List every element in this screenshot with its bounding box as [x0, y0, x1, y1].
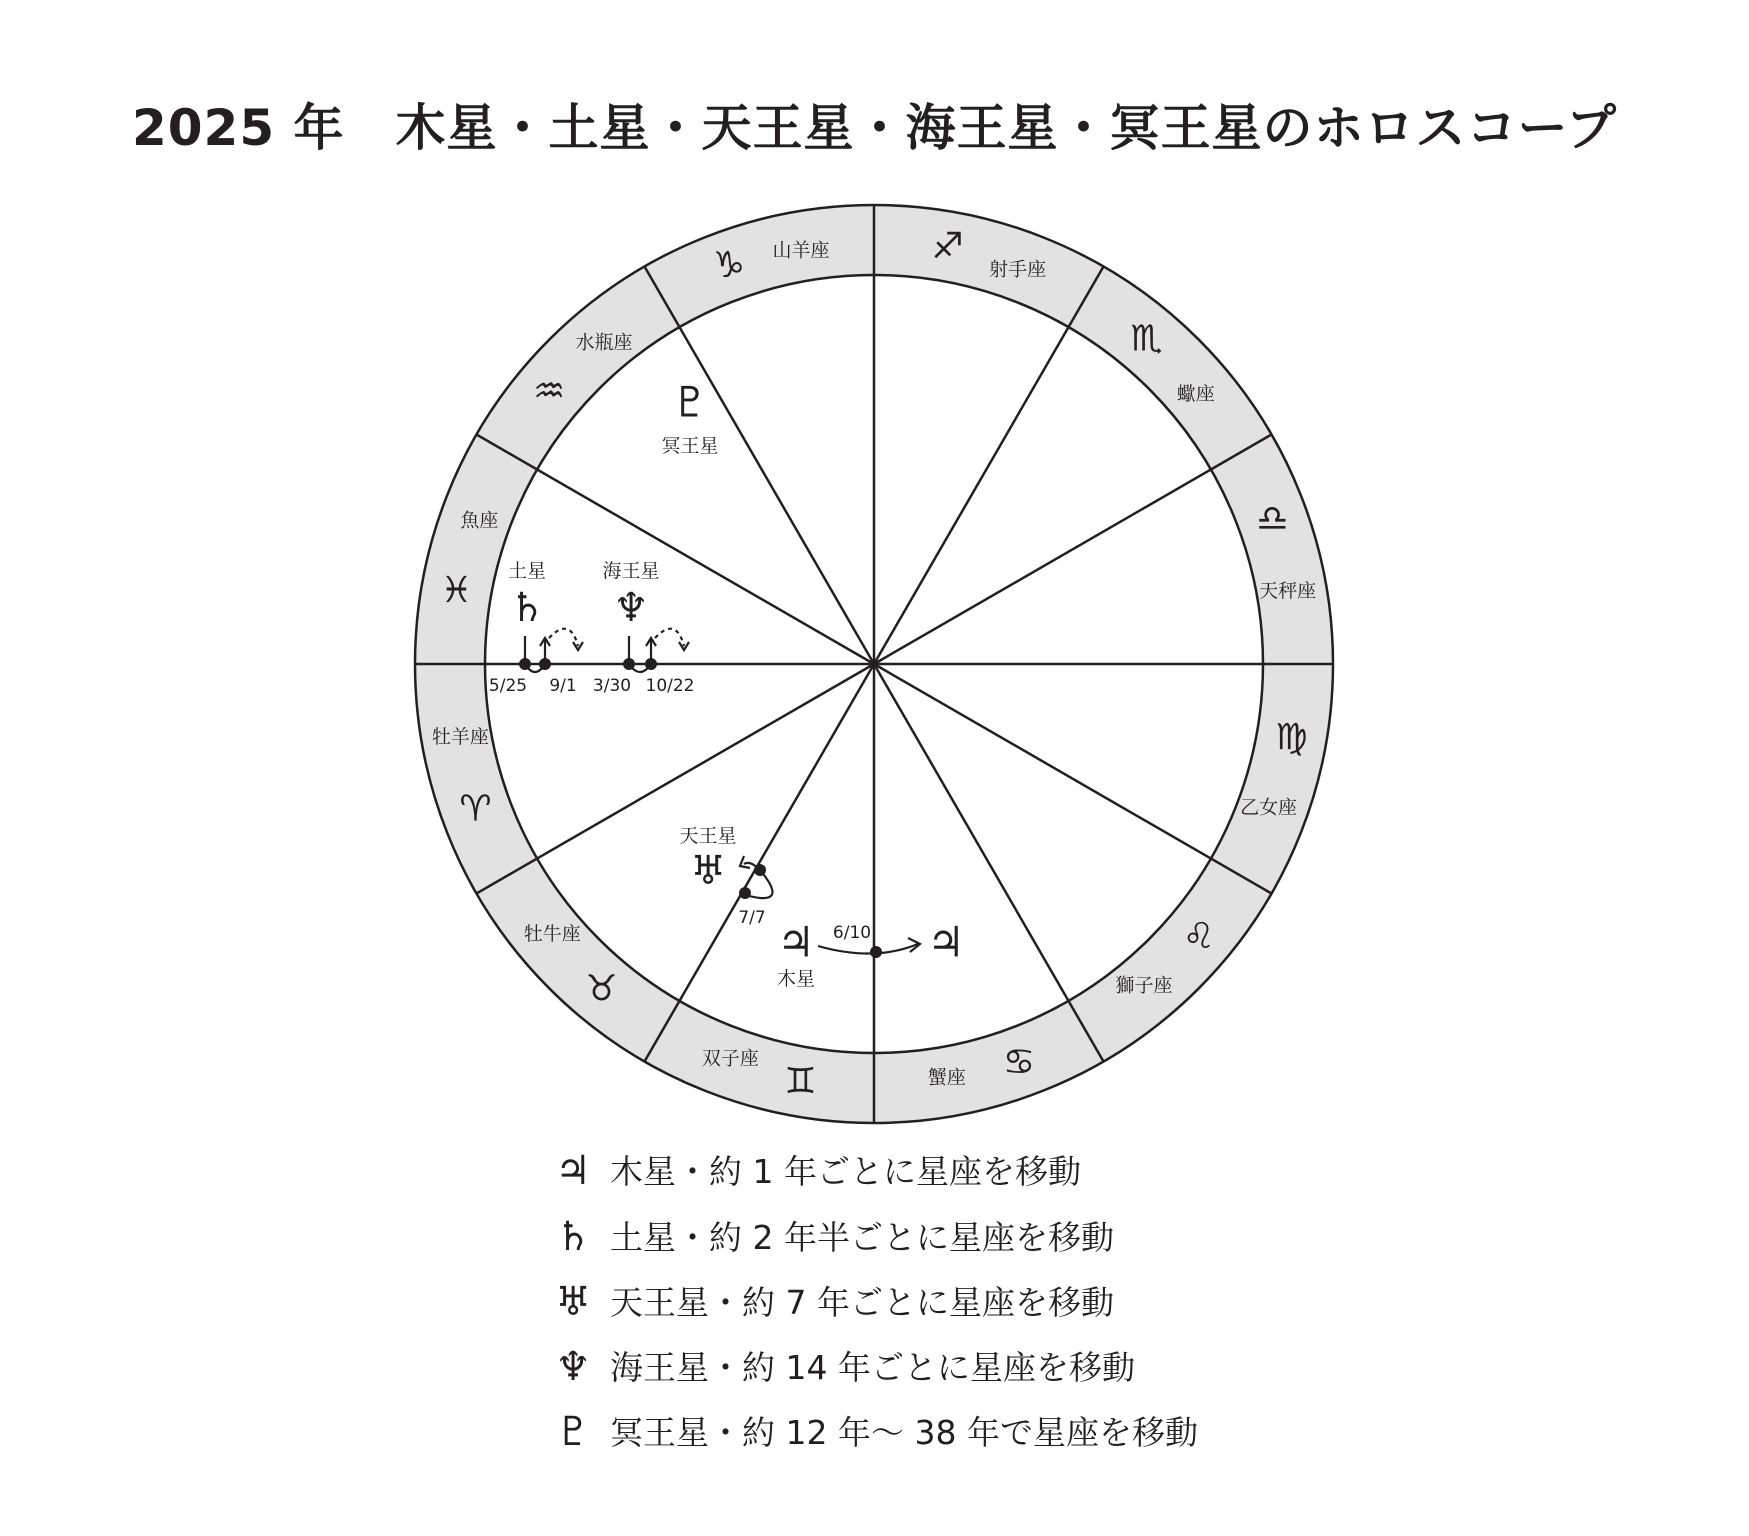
legend-item-jupiter: [548, 1148, 1248, 1198]
legend-item-neptune: [548, 1344, 1248, 1394]
uranus-date: 7/7: [738, 908, 766, 928]
saturn-date-1: 5/25: [488, 676, 528, 696]
jupiter-date: 6/10: [832, 923, 872, 943]
neptune-icon: ♆: [555, 1344, 591, 1390]
saturn-icon: ♄: [555, 1214, 591, 1260]
planet-label-saturn: 土星: [507, 560, 547, 582]
page-title: 2025 年 木星・土星・天王星・海王星・冥王星のホロスコープ: [131, 99, 1618, 157]
leo-icon: ♌: [1182, 916, 1215, 958]
uranus-station-dot: [754, 864, 766, 876]
aries-icon: ♈: [459, 788, 492, 830]
virgo-icon: ♍: [1275, 717, 1308, 759]
cancer-icon: ♋: [1002, 1041, 1036, 1083]
gemini-icon: ♊: [784, 1061, 817, 1103]
sign-label-aquarius: 水瓶座: [575, 331, 633, 354]
jupiter-icon: ♃: [927, 917, 965, 967]
sign-label-aries: 牡羊座: [431, 725, 489, 748]
saturn-date-2: 9/1: [549, 676, 577, 696]
legend-item-uranus: [548, 1279, 1248, 1329]
jupiter-icon: ♃: [555, 1148, 591, 1194]
uranus-icon: ♅: [690, 848, 726, 894]
planet-label-jupiter: 木星: [776, 968, 816, 990]
aquarius-icon: ♒: [533, 370, 566, 412]
sign-label-sagittarius: 射手座: [989, 258, 1047, 281]
sign-label-leo: 獅子座: [1115, 974, 1173, 997]
scorpio-icon: ♏: [1130, 318, 1163, 360]
sagittarius-icon: ♐: [931, 225, 964, 267]
neptune-date-1: 3/30: [592, 676, 632, 696]
legend-text: 天王星・約 7 年ごとに星座を移動: [610, 1283, 1114, 1322]
sign-label-virgo: 乙女座: [1240, 796, 1298, 819]
neptune-icon: ♆: [613, 585, 649, 631]
jupiter-ingress-dot: [870, 946, 882, 958]
sign-label-pisces: 魚座: [460, 509, 499, 532]
saturn-icon: ♄: [509, 585, 545, 631]
planet-label-neptune: 海王星: [602, 560, 660, 582]
sign-label-scorpio: 蠍座: [1176, 383, 1215, 406]
legend-text: 土星・約 2 年半ごとに星座を移動: [610, 1218, 1114, 1257]
saturn-station-dot: [519, 658, 531, 670]
planet-label-uranus: 天王星: [679, 825, 737, 847]
sign-label-gemini: 双子座: [701, 1047, 759, 1070]
saturn-station-dot: [539, 658, 551, 670]
pluto-icon: ♇: [671, 377, 709, 427]
capricorn-icon: ♑: [712, 245, 746, 287]
legend-text: 木星・約 1 年ごとに星座を移動: [610, 1152, 1081, 1191]
legend-text: 冥王星・約 12 年〜 38 年で星座を移動: [610, 1413, 1198, 1452]
taurus-icon: ♉: [585, 968, 618, 1010]
pisces-icon: ♓: [440, 569, 473, 611]
libra-icon: ♎: [1256, 498, 1289, 540]
uranus-ingress-dot: [739, 887, 751, 899]
legend-text: 海王星・約 14 年ごとに星座を移動: [610, 1348, 1135, 1387]
neptune-station-dot: [623, 658, 635, 670]
legend-item-pluto: [548, 1409, 1248, 1459]
neptune-date-2: 10/22: [645, 676, 695, 696]
pluto-icon: ♇: [555, 1409, 591, 1455]
planet-label-pluto: 冥王星: [661, 435, 719, 457]
sign-label-libra: 天秤座: [1259, 580, 1317, 603]
legend-item-saturn: [548, 1214, 1248, 1264]
sign-label-taurus: 牡牛座: [523, 922, 581, 945]
sign-label-capricorn: 山羊座: [772, 239, 830, 262]
neptune-station-dot: [645, 658, 657, 670]
jupiter-icon: ♃: [777, 917, 815, 967]
sign-label-cancer: 蟹座: [927, 1066, 966, 1089]
uranus-icon: ♅: [555, 1279, 591, 1325]
